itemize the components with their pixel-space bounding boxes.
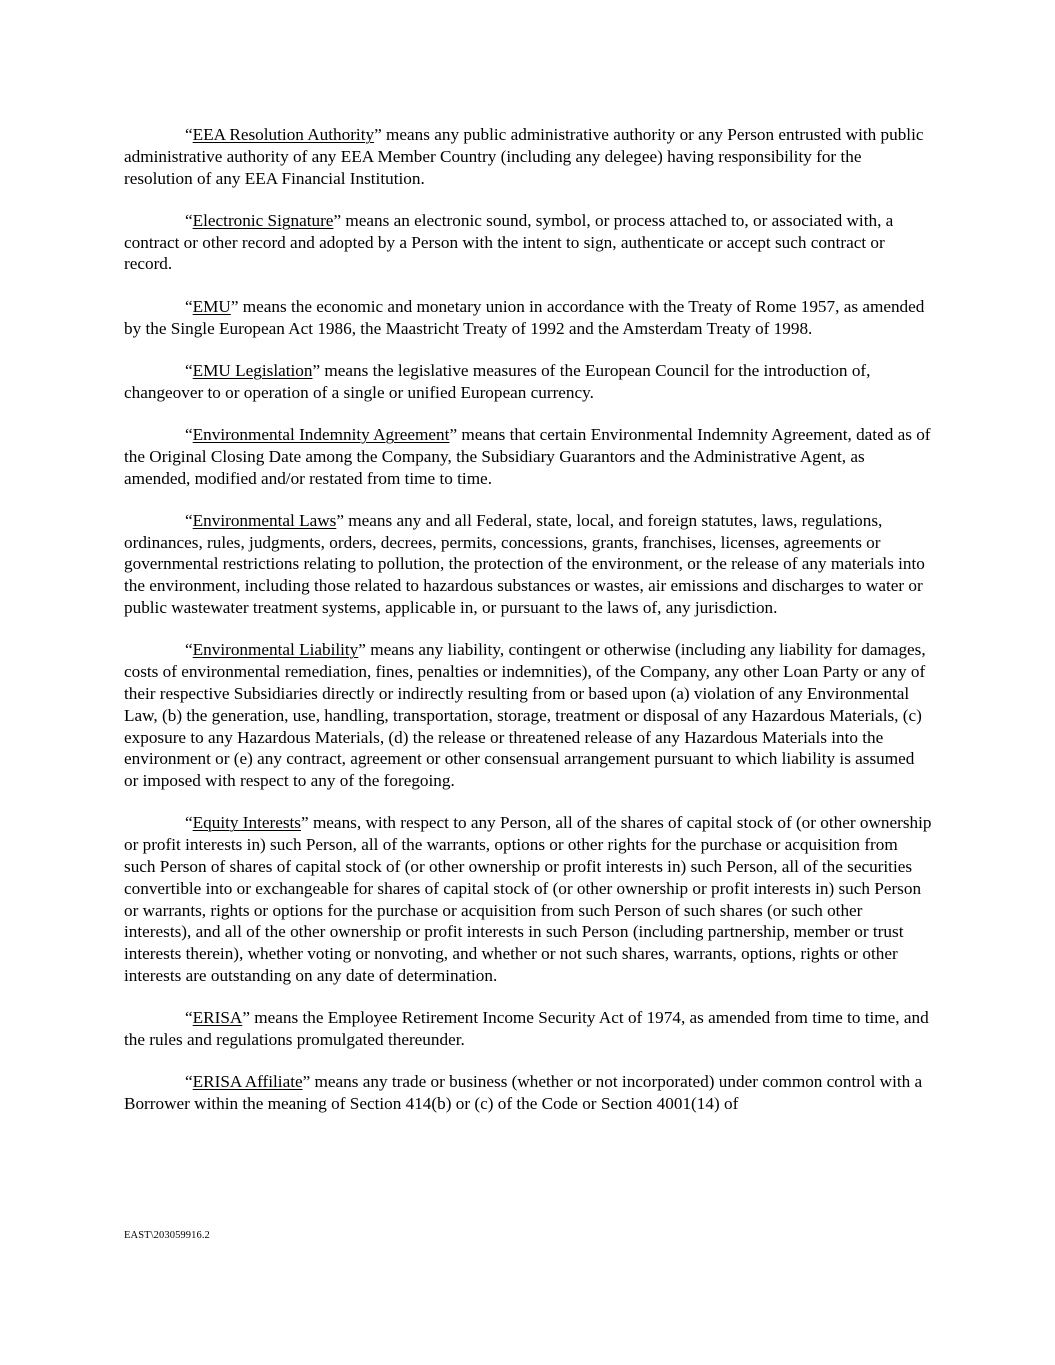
close-quote: ”	[374, 125, 382, 144]
close-quote: ”	[336, 510, 344, 530]
defined-term: ERISA Affiliate	[192, 1072, 303, 1092]
defined-term: EEA Resolution Authority	[192, 125, 375, 144]
definitions-body	[124, 124, 932, 1135]
definition-equity-interests	[124, 812, 932, 986]
definition-text: means the legislative measures of the European Council for the introduction of, changeover to or operation of a single or unified European currency.	[124, 360, 871, 402]
definition-text: means any and all Federal, state, local, and foreign statutes, laws, regulations, ordinances, rules, judgments, orders, decrees, permits, concessions, grants, franchises, licenses, agreements or governmental restrictions relating to pollution, the protection of the environment, or the release of any materials into the environment, including those related to hazardous substances or wastes, air emissions and discharges to water or public wastewater treatment systems, applicable in, or pursuant to the laws of, any jurisdiction.	[124, 510, 925, 618]
defined-term: Environmental Liability	[192, 640, 359, 660]
close-quote: ”	[302, 1072, 311, 1092]
open-quote: “	[185, 1072, 193, 1092]
defined-term: Environmental Indemnity Agreement	[192, 424, 450, 444]
open-quote: “	[185, 296, 193, 316]
definition-environmental-indemnity-agreement	[124, 424, 932, 489]
definition-environmental-laws	[124, 510, 932, 619]
open-quote: “	[185, 813, 193, 833]
open-quote: “	[185, 424, 193, 444]
definition-text: means any liability, contingent or otherwise (including any liability for damages, costs of environmental remediation, fines, penalties or indemnities), of the Company, any other Loan Party or any of their respective Subsidiaries directly or indirectly resulting from or based upon (a) violation of any Environmental Law, (b) the generation, use, handling, transportation, storage, treatment or disposal of any Hazardous Materials, (c) exposure to any Hazardous Materials, (d) the release or threatened release of any Hazardous Materials into the environment or (e) any contract, agreement or other consensual arrangement pursuant to which liability is assumed or imposed with respect to any of the foregoing.	[124, 640, 926, 791]
definition-emu	[124, 296, 932, 340]
close-quote: ”	[358, 640, 366, 660]
close-quote: ”	[312, 360, 321, 380]
open-quote: “	[185, 640, 193, 660]
defined-term: Electronic Signature	[192, 210, 334, 230]
definition-text: means the Employee Retirement Income Security Act of 1974, as amended from time to time, and the rules and regulations promulgated thereunder.	[124, 1008, 929, 1050]
definition-text: means an electronic sound, symbol, or process attached to, or associated with, a contract or other record and adopted by a Person with the intent to sign, authenticate or accept such contract or record.	[124, 210, 894, 274]
open-quote: “	[185, 360, 193, 380]
close-quote: ”	[449, 424, 458, 444]
definition-text: means the economic and monetary union in accordance with the Treaty of Rome 1957, as amended by the Single European Act 1986, the Maastricht Treaty of 1992 and the Amsterdam Treaty of 1998.	[124, 296, 925, 338]
open-quote: “	[185, 1008, 193, 1028]
defined-term: EMU Legislation	[192, 360, 313, 380]
close-quote: ”	[301, 813, 309, 833]
definition-erisa-affiliate	[124, 1071, 932, 1115]
close-quote: ”	[333, 210, 342, 230]
defined-term: EMU	[192, 296, 231, 316]
document-id-footer: EAST\203059916.2	[124, 1230, 210, 1241]
open-quote: “	[185, 510, 193, 530]
definition-erisa	[124, 1007, 932, 1051]
definition-eea-resolution-authority	[124, 124, 932, 189]
defined-term: ERISA	[192, 1008, 243, 1028]
close-quote: ”	[230, 296, 239, 316]
definition-emu-legislation	[124, 360, 932, 404]
open-quote: “	[185, 210, 193, 230]
defined-term: Environmental Laws	[192, 510, 337, 530]
definition-text: means that certain Environmental Indemnity Agreement, dated as of the Original Closing Date among the Company, the Subsidiary Guarantors and the Administrative Agent, as amended, modified and/or restated from time to time.	[124, 424, 931, 488]
definition-environmental-liability	[124, 639, 932, 792]
definition-text: means any public administrative authority or any Person entrusted with public administrative authority of any EEA Member Country (including any delegee) having responsibility for the resolution of any EEA Financial Institution.	[124, 125, 924, 188]
defined-term: Equity Interests	[192, 813, 301, 833]
definition-text: means any trade or business (whether or not incorporated) under common control with a Borrower within the meaning of Section 414(b) or (c) of the Code or Section 4001(14) of	[124, 1072, 923, 1114]
open-quote: “	[185, 125, 193, 144]
definition-electronic-signature	[124, 210, 932, 275]
close-quote: ”	[242, 1008, 250, 1028]
definition-text: means, with respect to any Person, all of the shares of capital stock of (or other ownership or profit interests in) such Person, all of the warrants, options or other rights for the purchase or acquisition from such Person of shares of capital stock of (or other ownership or profit interests in) such Person, all of the securities convertible into or exchangeable for shares of capital stock of (or other ownership or profit interests in) such Person or warrants, rights or options for the purchase or acquisition from such Person of such shares (or such other interests), and all of the other ownership or profit interests in such Person (including partnership, member or trust interests therein), whether voting or nonvoting, and whether or not such shares, warrants, options, rights or other interests are outstanding on any date of determination.	[124, 813, 932, 985]
